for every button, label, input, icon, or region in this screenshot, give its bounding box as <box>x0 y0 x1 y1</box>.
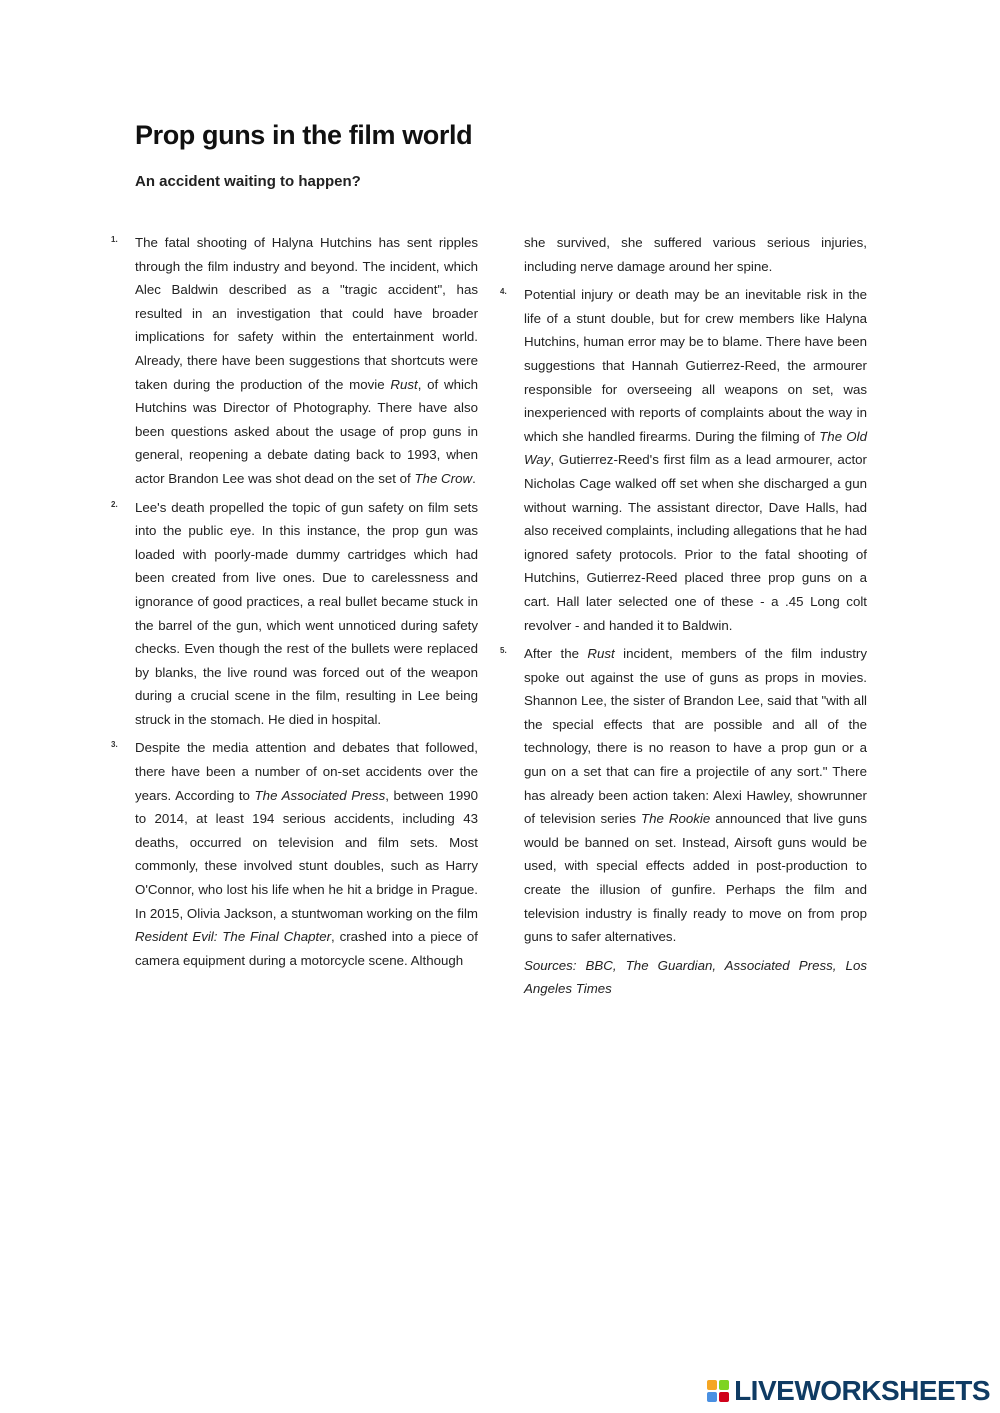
text-run: The fatal shooting of Halyna Hutchins has sent ripples through the film industry and beyond. The incident, which Alec Baldwin described as a "tragic accident", has resulted in an investigation that could have broader implications for safety within the entertainment world. Already, there have been suggestions that shortcuts were taken during the production of the movie <box>135 235 478 392</box>
italic-title: The Old Way <box>524 428 867 468</box>
italic-title: The Crow <box>414 470 473 486</box>
sources-line: Sources: BBC, The Guardian, Associated Press, Los Angeles Times <box>524 957 867 997</box>
paragraph-5 <box>500 642 867 949</box>
text-run: After the <box>524 646 588 662</box>
text-run: . <box>472 470 476 486</box>
liveworksheets-watermark <box>707 1375 990 1407</box>
text-run: incident, members of the film industry spoke out against the use of guns as props in movies. Shannon Lee, the sister of Brandon Lee, said that "with all the special effects that are possible and all of the technology, there is no reason to have a prop gun or a gun on a set that can fire a projectile of any sort." There has already been action taken: Alexi Hawley, showrunner of television series <box>524 646 867 827</box>
paragraph-number: 4. <box>500 287 507 297</box>
paragraph-number: 2. <box>111 499 118 509</box>
paragraph-number: 3. <box>111 740 118 750</box>
logo-square <box>719 1380 729 1390</box>
italic-title: Resident Evil: The Final Chapter <box>135 929 332 945</box>
logo-square <box>707 1380 717 1390</box>
logo-square <box>707 1392 717 1402</box>
liveworksheets-logo-icon <box>707 1380 729 1402</box>
paragraph-number: 1. <box>111 235 118 244</box>
left-column <box>111 231 479 977</box>
paragraph-3 <box>111 736 479 972</box>
text-run: Potential injury or death may be an inevitable risk in the life of a stunt double, but for crew members like Halyna Hutchins, human error may be to blame. There have been suggestions that Hannah Gutierrez-Reed, the armourer responsible for overseeing all weapons on set, was inexperienced with reports of complaints about the way in which she handled firearms. During the filming of <box>524 287 867 444</box>
italic-title: Rust <box>587 646 615 662</box>
text-run: Despite the media attention and debates that followed, there have been a number of on-set accidents over the years. According to <box>135 740 478 803</box>
italic-title: The Associated Press <box>254 787 386 803</box>
paragraph-3-continued <box>524 231 867 278</box>
text-run: Lee's death propelled the topic of gun safety on film sets into the public eye. In this instance, the prop gun was loaded with poorly-made dummy cartridges which had been created from live ones. Due to carelessness and ignorance of good practices, a real bullet became stuck in the barrel of the gun, which went unnoticed during safety checks. Even though the rest of the bullets were replaced by blanks, the live round was forced out of the weapon during a crucial scene in the film, resulting in Lee being struck in the stomach. He died in hospital. <box>135 499 478 727</box>
paragraph-number: 5. <box>500 646 507 656</box>
paragraph-1 <box>111 231 478 491</box>
text-run: , of which Hutchins was Director of Photography. There have also been questions asked about the usage of prop guns in general, reopening a debate dating back to 1993, when actor Brandon Lee was shot dead on the set of <box>135 376 478 486</box>
text-run: , Gutierrez-Reed's first film as a lead armourer, actor Nicholas Cage walked off set when she discharged a gun without warning. The assistant director, Dave Halls, had also received complaints, including allegations that he had ignored safety protocols. Prior to the fatal shooting of Hutchins, Gutierrez-Reed placed three prop guns on a cart. Hall later selected one of these - a .45 Long colt revolver - and handed it to Baldwin. <box>524 452 867 633</box>
paragraph-4 <box>500 283 867 637</box>
text-run: announced that live guns would be banned on set. Instead, Airsoft guns would be used, with special effects added in post-production to create the illusion of gunfire. Perhaps the film and television industry is finally ready to move on from prop guns to safer alternatives. <box>524 811 867 945</box>
page-subtitle: An accident waiting to happen? <box>135 173 361 190</box>
italic-title: Rust <box>390 376 418 392</box>
logo-square <box>719 1392 729 1402</box>
page-title: Prop guns in the film world <box>135 120 473 150</box>
text-run: , between 1990 to 2014, at least 194 serious accidents, including 43 deaths, occurred on television and film sets. Most commonly, these involved stunt doubles, such as Harry O'Connor, who lost his life when he hit a bridge in Prague. In 2015, Olivia Jackson, a stuntwoman working on the film <box>135 787 479 921</box>
text-run: , crashed into a piece of camera equipment during a motorcycle scene. Although <box>135 929 479 968</box>
paragraph-2 <box>111 496 478 732</box>
text-run: she survived, she suffered various serious injuries, including nerve damage around her spine. <box>524 235 867 274</box>
right-column <box>500 231 867 1001</box>
watermark-text: LIVEWORKSHEETS <box>734 1375 990 1406</box>
italic-title: The Rookie <box>640 811 711 827</box>
